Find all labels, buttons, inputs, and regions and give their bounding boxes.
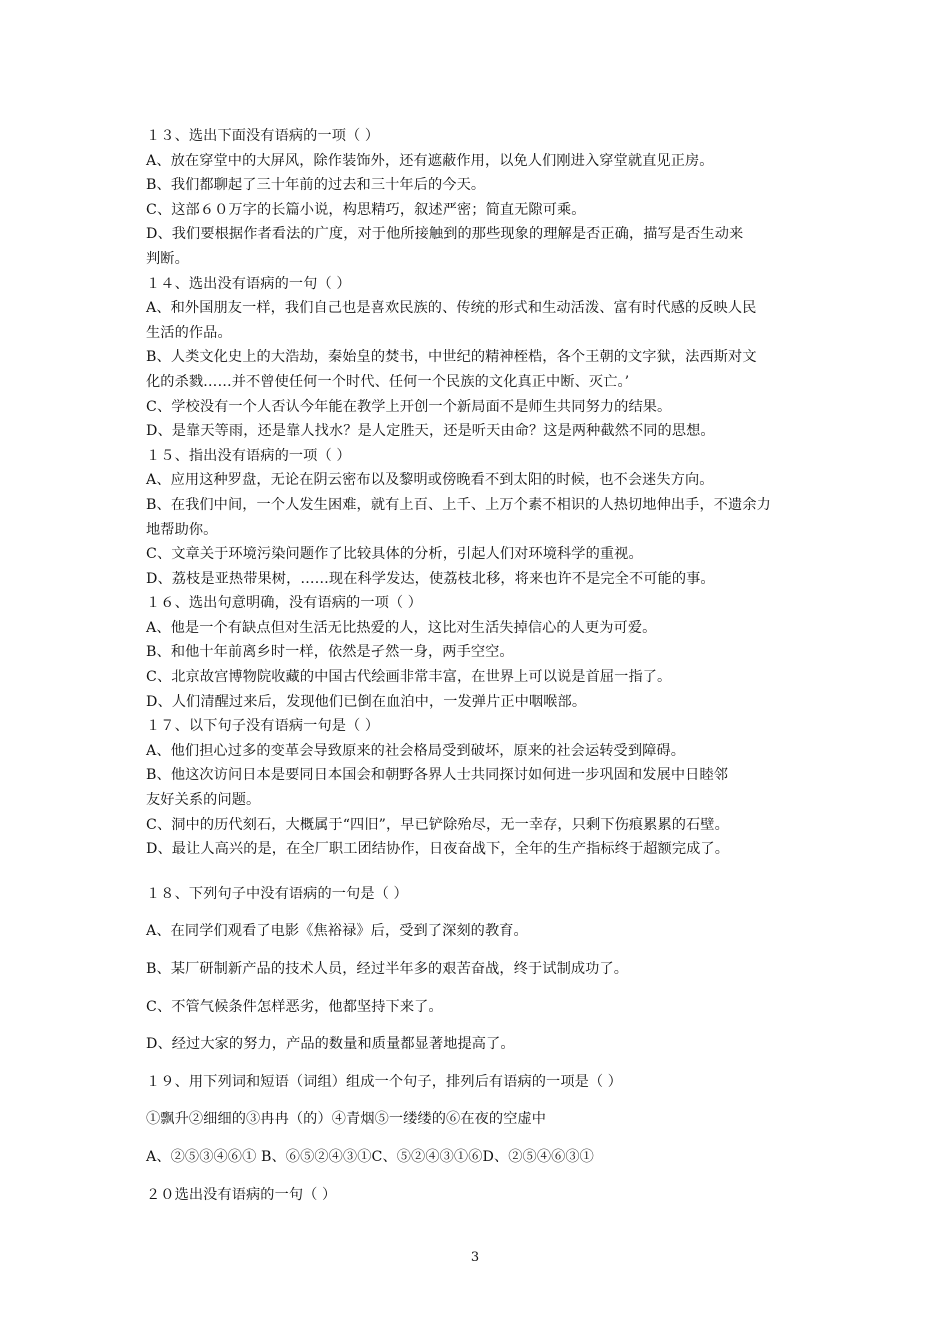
q16-option-a: A、他是一个有缺点但对生活无比热爱的人，这比对生活失掉信心的人更为可爱。	[146, 619, 657, 636]
q17-option-c: C、洞中的历代刻石，大概属于“四旧”，早已铲除殆尽，无一幸存，只剩下伤痕累累的石壁。	[146, 816, 729, 833]
q14-option-d: D、是靠天等雨，还是靠人找水？是人定胜天，还是听天由命？这是两种截然不同的思想。	[146, 423, 715, 440]
q18-option-b: B、某厂研制新产品的技术人员，经过半年多的艰苦奋战，终于试制成功了。	[146, 961, 629, 977]
q18-option-d: D、经过大家的努力，产品的数量和质量都显著地提高了。	[146, 1036, 515, 1053]
q15-option-c: C、文章关于环境污染问题作了比较具体的分析，引起人们对环境科学的重视。	[146, 546, 643, 563]
question-17-heading: １７、以下句子没有语病一句是（ ）	[146, 718, 380, 735]
question-16-heading: １６、选出句意明确，没有语病的一项（ ）	[146, 595, 423, 612]
q16-option-d: D、人们清醒过来后，发现他们已倒在血泊中，一发弹片正中咽喉部。	[146, 693, 587, 710]
q13-option-d: D、我们要根据作者看法的广度，对于他所接触到的那些现象的理解是否正确，描写是否生动来	[146, 226, 744, 243]
q13-option-d-cont: 判断。	[146, 250, 189, 267]
q18-option-c: C、不管气候条件怎样恶劣，他都坚持下来了。	[146, 998, 443, 1015]
q15-option-a: A、应用这种罗盘，无论在阴云密布以及黎明或傍晚看不到太阳的时候，也不会迷失方向。	[146, 472, 714, 489]
q17-option-b: B、他这次访问日本是要同日本国会和朝野各界人士共同探讨如何进一步巩固和发展中日睦邻	[146, 767, 729, 784]
q13-option-c: C、这部６０万字的长篇小说，构思精巧，叙述严密；简直无隙可乘。	[146, 201, 586, 218]
page-number: 3	[470, 1250, 480, 1265]
q15-option-b-cont: 地帮助你。	[146, 521, 218, 538]
q19-options: A、②⑤③④⑥① B、⑥⑤②④③①C、⑤②④③①⑥D、②⑤④⑥③①	[146, 1148, 594, 1165]
question-13-heading: １３、选出下面没有语病的一项（ ）	[146, 128, 380, 144]
q18-option-a: A、在同学们观看了电影《焦裕禄》后，受到了深刻的教育。	[146, 923, 528, 940]
q13-option-b: B、我们都聊起了三十年前的过去和三十年后的今天。	[146, 177, 486, 194]
q19-phrases: ①飘升②细细的③冉冉（的）④青烟⑤一缕缕的⑥在夜的空虚中	[146, 1111, 547, 1128]
q14-option-b: B、人类文化史上的大浩劫，秦始皇的焚书，中世纪的精神桎梏，各个王朝的文字狱，法西斯对文	[146, 349, 757, 366]
q14-option-c: C、学校没有一个人否认今年能在教学上开创一个新局面不是师生共同努力的结果。	[146, 398, 672, 415]
q14-option-a: A、和外国朋友一样，我们自己也是喜欢民族的、传统的形式和生动活泼、富有时代感的反映人民	[146, 300, 757, 317]
page-content	[146, 124, 806, 1214]
question-19-heading: １９、用下列词和短语（词组）组成一个句子，排列后有语病的一项是（ ）	[146, 1073, 623, 1090]
q17-option-d: D、最让人高兴的是，在全厂职工团结协作，日夜奋战下，全年的生产指标终于超额完成了。	[146, 841, 729, 858]
q16-option-b: B、和他十年前离乡时一样，依然是孑然一身，两手空空。	[146, 644, 514, 661]
question-20-heading: ２０选出没有语病的一句（ ）	[146, 1186, 337, 1203]
question-15-heading: １５、指出没有语病的一项（ ）	[146, 447, 351, 464]
question-14-heading: １４、选出没有语病的一句（ ）	[146, 275, 351, 292]
q14-option-b-cont: 化的杀戮……并不曾使任何一个时代、任何一个民族的文化真正中断、灭亡。’	[146, 373, 630, 390]
q17-option-b-cont: 友好关系的问题。	[146, 792, 261, 809]
q15-option-b: B、在我们中间，一个人发生困难，就有上百、上千、上万个素不相识的人热切地伸出手，不遗余力	[146, 496, 771, 513]
q13-option-a: A、放在穿堂中的大屏风，除作装饰外，还有遮蔽作用，以免人们刚进入穿堂就直见正房。	[146, 152, 714, 169]
q17-option-a: A、他们担心过多的变革会导致原来的社会格局受到破坏，原来的社会运转受到障碍。	[146, 742, 685, 759]
q14-option-a-cont: 生活的作品。	[146, 324, 232, 341]
q15-option-d: D、荔枝是亚热带果树，……现在科学发达，使荔枝北移，将来也许不是完全不可能的事。	[146, 570, 715, 587]
question-18-heading: １８、下列句子中没有语病的一句是（ ）	[146, 885, 408, 902]
q16-option-c: C、北京故宫博物院收藏的中国古代绘画非常丰富，在世界上可以说是首屈一指了。	[146, 669, 672, 686]
